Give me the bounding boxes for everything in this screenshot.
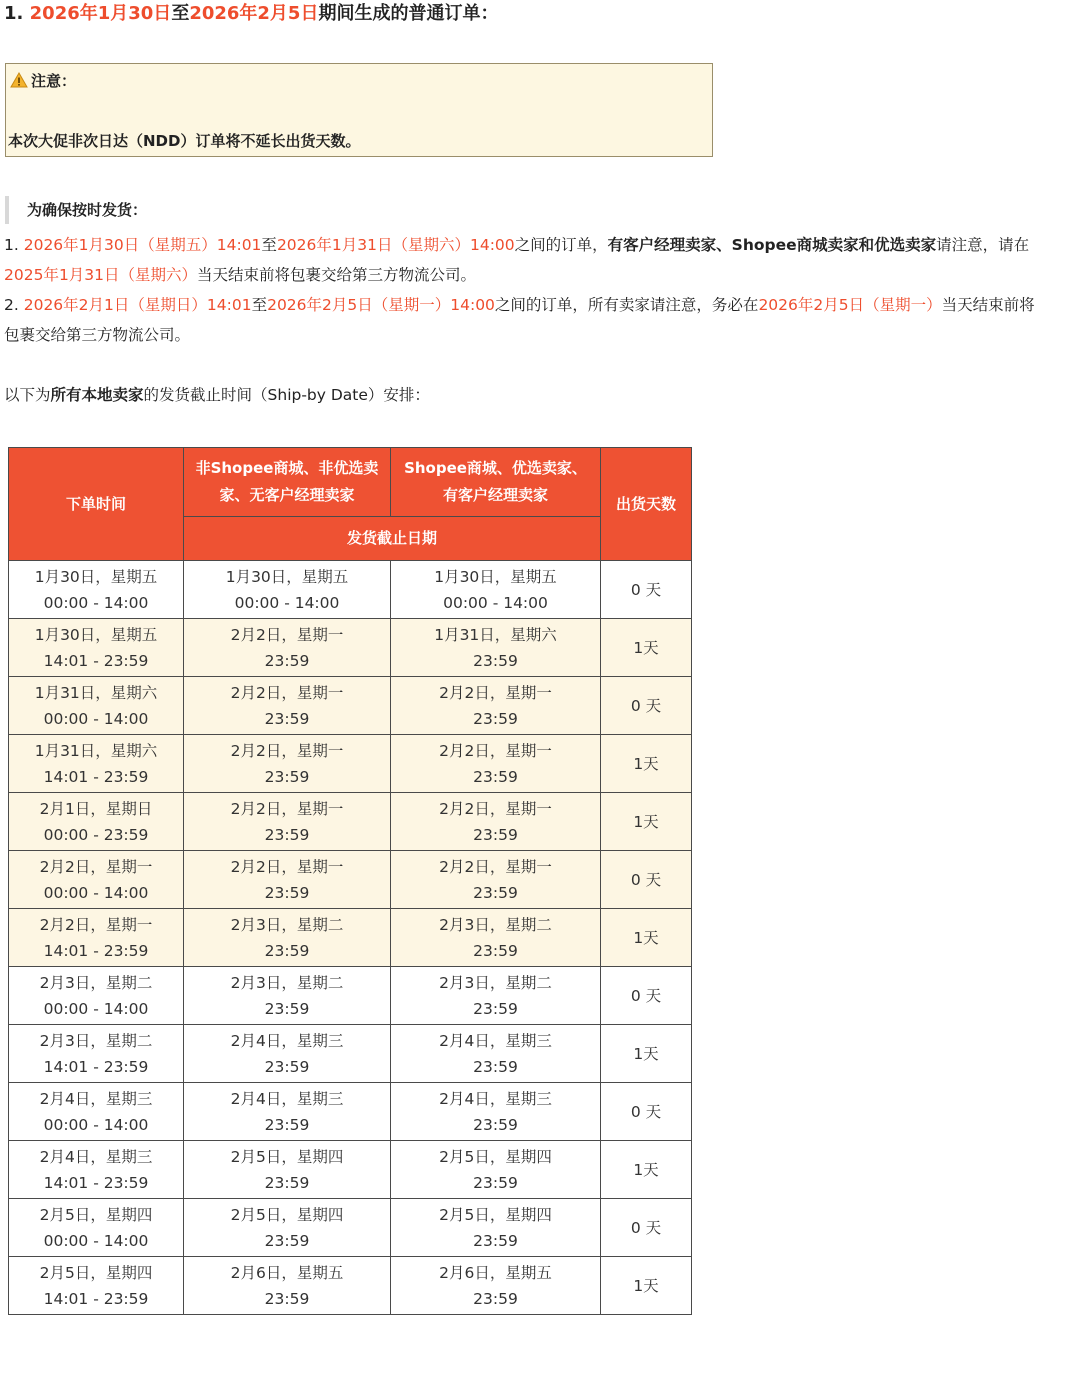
table-row: [9, 967, 692, 1025]
ship-days-text: 1天: [633, 638, 659, 657]
point-1-after: 请注意，请在: [936, 236, 1030, 254]
deadline-b-text: 23:59: [473, 1115, 518, 1134]
deadline-a-cell: [184, 677, 391, 735]
order-time-text: 14:01 - 23:59: [43, 1057, 149, 1076]
deadline-b-text: 23:59: [473, 941, 518, 960]
deadline-a-text: 1月30日，星期五: [225, 567, 349, 586]
deadline-a-text: 2月6日，星期五: [230, 1263, 344, 1282]
table-body: [9, 561, 692, 1315]
ship-days-text: 1天: [633, 754, 659, 773]
ship-days-cell: [601, 967, 692, 1025]
table-row: [9, 793, 692, 851]
intro-text: [4, 380, 430, 410]
order-time-text: 1月30日，星期五: [34, 625, 158, 644]
header-deadline: 发货截止日期: [184, 517, 601, 561]
table-row: [9, 909, 692, 967]
ship-days-cell: [601, 1199, 692, 1257]
deadline-a-cell: [184, 1199, 391, 1257]
deadline-a-text: 2月2日，星期一: [230, 857, 344, 876]
point-2-range-end: 2026年2月5日（星期一）14:00: [267, 296, 495, 314]
order-time-text: 14:01 - 23:59: [43, 767, 149, 786]
deadline-b-text: 2月5日，星期四: [439, 1147, 552, 1166]
order-time-cell: [9, 851, 184, 909]
deadline-a-text: 00:00 - 14:00: [234, 593, 340, 612]
warning-icon: [10, 72, 28, 88]
ship-days-cell: [601, 735, 692, 793]
order-time-text: 14:01 - 23:59: [43, 1289, 149, 1308]
order-time-cell: [9, 1141, 184, 1199]
point-1-range-end: 2026年1月31日（星期六）14:00: [276, 236, 515, 254]
order-time-cell: [9, 1025, 184, 1083]
order-time-text: 14:01 - 23:59: [43, 1173, 149, 1192]
table-row: [9, 1141, 692, 1199]
deadline-a-text: 2月2日，星期一: [230, 741, 344, 760]
ship-days-cell: [601, 619, 692, 677]
header-col-a: [184, 448, 391, 517]
deadline-a-cell: [184, 967, 391, 1025]
header-col-a-line1: 非Shopee商城、非优选卖: [195, 459, 379, 477]
heading-suffix: 期间生成的普通订单：: [318, 3, 499, 24]
deadline-a-text: 2月3日，星期二: [230, 973, 344, 992]
table-row: [9, 619, 692, 677]
deadline-b-text: 23:59: [473, 999, 518, 1018]
ship-days-text: 1天: [633, 1276, 659, 1295]
deadline-a-text: 2月2日，星期一: [230, 683, 344, 702]
deadline-b-cell: [391, 619, 601, 677]
notice-title-row: [10, 70, 76, 92]
deadline-a-text: 23:59: [264, 825, 310, 844]
ship-days-cell: [601, 909, 692, 967]
order-time-text: 2月2日，星期一: [39, 915, 153, 934]
ship-days-text: 0 天: [630, 986, 662, 1005]
ship-days-text: 0 天: [630, 1102, 662, 1121]
heading-date-end: 2026年2月5日: [189, 3, 319, 24]
point-2-deadline: 2026年2月5日（星期一）: [758, 296, 942, 314]
order-time-cell: [9, 561, 184, 619]
deadline-a-text: 23:59: [264, 999, 310, 1018]
heading-date-start: 2026年1月30日: [29, 3, 172, 24]
deadline-a-text: 23:59: [264, 1115, 310, 1134]
point-1-deadline: 2025年1月31日（星期六）: [4, 266, 198, 284]
deadline-b-cell: [391, 909, 601, 967]
ship-by-table: [8, 447, 692, 1315]
deadline-a-text: 2月2日，星期一: [230, 799, 344, 818]
table-row: [9, 677, 692, 735]
point-1-line-1: [4, 230, 1029, 260]
deadline-a-text: 23:59: [264, 1231, 310, 1250]
table-row: [9, 1199, 692, 1257]
ship-days-cell: [601, 793, 692, 851]
deadline-b-text: 2月4日，星期三: [439, 1089, 552, 1108]
ship-days-text: 0 天: [630, 870, 662, 889]
ship-days-cell: [601, 677, 692, 735]
table-row: [9, 1257, 692, 1315]
deadline-b-text: 00:00 - 14:00: [443, 593, 548, 612]
order-time-text: 14:01 - 23:59: [43, 941, 149, 960]
order-time-text: 2月2日，星期一: [39, 857, 153, 876]
order-time-text: 00:00 - 14:00: [43, 709, 149, 728]
table-row: [9, 735, 692, 793]
deadline-b-text: 1月30日，星期五: [434, 567, 557, 586]
deadline-b-cell: [391, 793, 601, 851]
deadline-b-text: 23:59: [473, 1057, 518, 1076]
ship-days-text: 1天: [633, 928, 659, 947]
point-1-num: 1.: [4, 236, 24, 254]
ship-days-text: 0 天: [630, 1218, 662, 1237]
point-1-sellers: 有客户经理卖家、Shopee商城卖家和优选卖家: [607, 236, 937, 254]
deadline-a-text: 23:59: [264, 1289, 310, 1308]
deadline-a-cell: [184, 619, 391, 677]
ship-days-text: 1天: [633, 812, 659, 831]
deadline-b-text: 23:59: [473, 709, 518, 728]
order-time-cell: [9, 1083, 184, 1141]
point-2-tail-2: 包裹交给第三方物流公司。: [4, 326, 191, 344]
deadline-b-text: 2月5日，星期四: [439, 1205, 552, 1224]
ship-days-cell: [601, 1083, 692, 1141]
deadline-a-text: 2月3日，星期二: [230, 915, 344, 934]
deadline-b-cell: [391, 967, 601, 1025]
order-time-text: 00:00 - 14:00: [43, 593, 149, 612]
ship-days-text: 0 天: [630, 696, 662, 715]
deadline-a-text: 23:59: [264, 883, 310, 902]
deadline-b-text: 23:59: [473, 1173, 518, 1192]
intro-before: 以下为: [4, 386, 51, 404]
point-1-to: 至: [261, 236, 277, 254]
deadline-a-cell: [184, 1257, 391, 1315]
deadline-b-cell: [391, 677, 601, 735]
deadline-b-cell: [391, 1025, 601, 1083]
order-time-text: 00:00 - 14:00: [43, 883, 149, 902]
header-col-b: [391, 448, 601, 517]
deadline-b-text: 2月3日，星期二: [439, 973, 552, 992]
deadline-b-text: 2月4日，星期三: [439, 1031, 552, 1050]
order-time-text: 2月5日，星期四: [39, 1205, 153, 1224]
deadline-b-text: 2月2日，星期一: [439, 683, 552, 702]
notice-box: [5, 63, 713, 157]
deadline-a-text: 23:59: [264, 1057, 310, 1076]
ship-by-table-wrapper: [8, 447, 692, 1315]
order-time-text: 2月3日，星期二: [39, 973, 153, 992]
order-time-text: 00:00 - 14:00: [43, 1231, 149, 1250]
order-time-cell: [9, 909, 184, 967]
deadline-a-cell: [184, 1083, 391, 1141]
point-1-range-start: 2026年1月30日（星期五）14:01: [23, 236, 262, 254]
point-2-line-2: [4, 320, 190, 350]
table-row: [9, 561, 692, 619]
deadline-a-cell: [184, 561, 391, 619]
deadline-b-cell: [391, 1199, 601, 1257]
point-2-num: 2.: [4, 296, 24, 314]
deadline-a-cell: [184, 1025, 391, 1083]
header-col-a-line2: 家、无客户经理卖家: [219, 486, 355, 504]
order-time-text: 1月31日，星期六: [34, 683, 158, 702]
deadline-b-text: 23:59: [473, 1231, 518, 1250]
table-row: [9, 1025, 692, 1083]
deadline-a-cell: [184, 1141, 391, 1199]
header-order-time: 下单时间: [9, 448, 184, 561]
deadline-b-cell: [391, 561, 601, 619]
notice-title: 注意：: [31, 72, 77, 90]
deadline-a-text: 2月2日，星期一: [230, 625, 344, 644]
order-time-text: 2月1日，星期日: [39, 799, 153, 818]
point-2-range-start: 2026年2月1日（星期日）14:01: [23, 296, 252, 314]
ensure-title: 为确保按时发货：: [5, 196, 147, 224]
table-row: [9, 851, 692, 909]
order-time-text: 2月3日，星期二: [39, 1031, 153, 1050]
deadline-a-text: 23:59: [264, 767, 310, 786]
header-col-b-line2: 有客户经理卖家: [442, 486, 548, 504]
deadline-b-text: 23:59: [473, 883, 518, 902]
order-time-cell: [9, 793, 184, 851]
table-row: [9, 1083, 692, 1141]
deadline-b-text: 2月6日，星期五: [439, 1263, 552, 1282]
deadline-b-text: 23:59: [473, 651, 518, 670]
deadline-b-text: 2月2日，星期一: [439, 857, 552, 876]
deadline-a-text: 23:59: [264, 1173, 310, 1192]
point-2-to: 至: [251, 296, 268, 314]
deadline-b-cell: [391, 1083, 601, 1141]
order-time-text: 1月30日，星期五: [34, 567, 158, 586]
ship-days-cell: [601, 1025, 692, 1083]
order-time-cell: [9, 967, 184, 1025]
intro-bold: 所有本地卖家: [50, 386, 144, 404]
deadline-b-cell: [391, 735, 601, 793]
deadline-a-cell: [184, 909, 391, 967]
order-time-text: 2月5日，星期四: [39, 1263, 153, 1282]
ship-days-cell: [601, 1141, 692, 1199]
deadline-a-text: 23:59: [264, 941, 310, 960]
intro-after: 的发货截止时间（Ship-by Date）安排：: [143, 386, 430, 404]
ship-days-cell: [601, 561, 692, 619]
point-2-line-1: [4, 290, 1035, 320]
point-2-tail: 当天结束前将: [941, 296, 1035, 314]
order-time-text: 00:00 - 23:59: [43, 825, 149, 844]
notice-text: 本次大促非次日达（NDD）订单将不延长出货天数。: [8, 132, 361, 150]
deadline-b-cell: [391, 1141, 601, 1199]
deadline-a-text: 2月5日，星期四: [230, 1147, 344, 1166]
deadline-a-text: 23:59: [264, 651, 310, 670]
heading-prefix: 1.: [4, 3, 30, 24]
header-ship-days: 出货天数: [601, 448, 692, 561]
ship-days-cell: [601, 1257, 692, 1315]
deadline-a-cell: [184, 851, 391, 909]
point-1-line-2: [4, 260, 476, 290]
deadline-b-text: 23:59: [473, 767, 518, 786]
deadline-b-text: 2月2日，星期一: [439, 741, 552, 760]
deadline-b-text: 2月3日，星期二: [439, 915, 552, 934]
deadline-b-cell: [391, 1257, 601, 1315]
deadline-a-text: 2月4日，星期三: [230, 1031, 344, 1050]
ship-days-text: 0 天: [630, 580, 662, 599]
deadline-b-text: 2月2日，星期一: [439, 799, 552, 818]
ship-days-text: 1天: [633, 1160, 659, 1179]
order-time-cell: [9, 619, 184, 677]
ship-days-cell: [601, 851, 692, 909]
deadline-a-text: 2月5日，星期四: [230, 1205, 344, 1224]
point-1-tail: 当天结束前将包裹交给第三方物流公司。: [197, 266, 477, 284]
order-time-cell: [9, 735, 184, 793]
deadline-a-text: 2月4日，星期三: [230, 1089, 344, 1108]
header-col-b-line1: Shopee商城、优选卖家、: [404, 459, 587, 477]
ship-days-text: 1天: [633, 1044, 659, 1063]
deadline-a-cell: [184, 735, 391, 793]
order-time-text: 14:01 - 23:59: [43, 651, 149, 670]
order-time-text: 1月31日，星期六: [34, 741, 158, 760]
deadline-a-cell: [184, 793, 391, 851]
deadline-b-cell: [391, 851, 601, 909]
deadline-b-text: 23:59: [473, 1289, 518, 1308]
deadline-b-text: 23:59: [473, 825, 518, 844]
order-time-text: 00:00 - 14:00: [43, 999, 149, 1018]
point-1-mid: 之间的订单，: [514, 236, 608, 254]
section-heading: [4, 0, 498, 28]
deadline-b-text: 1月31日，星期六: [434, 625, 557, 644]
order-time-cell: [9, 1199, 184, 1257]
order-time-text: 00:00 - 14:00: [43, 1115, 149, 1134]
deadline-a-text: 23:59: [264, 709, 310, 728]
order-time-text: 2月4日，星期三: [39, 1089, 153, 1108]
order-time-text: 2月4日，星期三: [39, 1147, 153, 1166]
point-2-mid: 之间的订单，所有卖家请注意，务必在: [494, 296, 759, 314]
order-time-cell: [9, 1257, 184, 1315]
order-time-cell: [9, 677, 184, 735]
heading-to: 至: [171, 3, 190, 24]
